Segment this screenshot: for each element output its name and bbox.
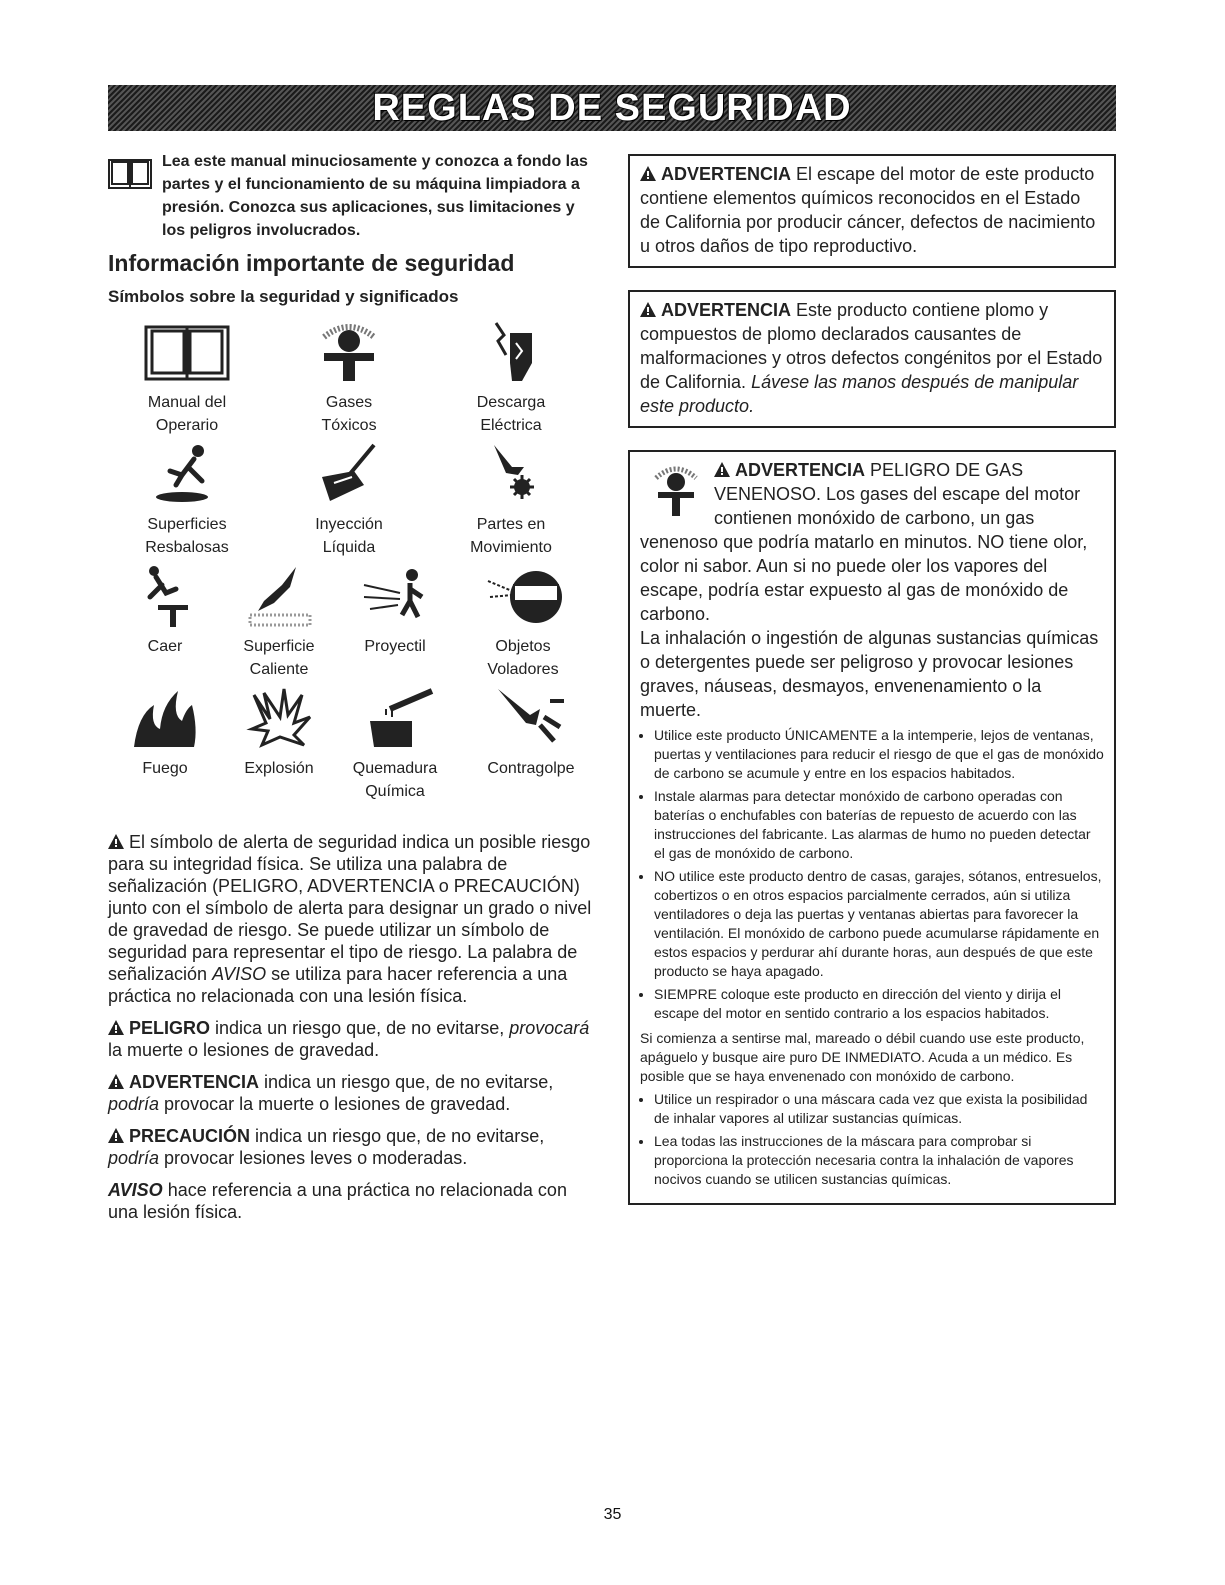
symbol-slippery: Superficies Resbalosas [122,441,252,559]
alert-icon [108,1128,124,1143]
alert-icon [108,1020,124,1035]
symbol-projectile: Proyectil [330,563,460,658]
symbol-electric-shock: Descarga Eléctrica [446,319,576,437]
right-column [628,154,1116,1227]
page-title: REGLAS DE SEGURIDAD [372,86,852,129]
respirator-bullets [640,1090,1104,1189]
aviso-definition: AVISO hace referencia a una práctica no relacionada con una lesión física. [108,1180,567,1222]
kickback-icon [486,685,576,749]
symbol-manual: Manual del Operario [122,319,252,437]
symbol-flying-objects: Objetos Voladores [458,563,588,681]
left-column [108,150,593,1233]
slippery-surface-icon [142,441,232,505]
alert-icon [640,302,656,317]
hot-surface-icon [234,563,324,627]
chemical-burn-icon [350,685,440,749]
intro [108,150,593,242]
warning-box-poison-gas: ADVERTENCIA PELIGRO DE GAS VENENOSO. Los gases del escape del motor contienen monóxido de carbono, un gas venenoso que podría matarlo en minutos. NO tiene olor, color ni sabor. Aun si no puede oler los vapores del escape, podría estar expuesto al gas de monóxido de carbono. La inhalación o ingestión de algunas sustancias químicas o detergentes puede ser peligroso y provocar lesiones graves, náuseas, desmayos, envenenamiento o la muerte. • Utilice este producto ÚNICAMENTE a la intemperie, lejos de ventanas, puertas y ventilaciones para reducir el riesgo de que el gas de monóxido de carbono se acumule y entre en los espacios habitados. • Instale alarmas para detectar monóxido de carbono operadas con baterías o enchufables con baterías de repuesto de acuerdo con las instrucciones del fabricante. Las alarmas de humo no pueden detectar el gas de monóxido de carbono. • NO utilice este producto dentro de casas, garajes, sótanos, entresuelos, cobertizos o en otros espacios parcialmente cerrados, aún si utiliza ventiladores o deja las puertas y ventanas abiertas para favorecer la ventilación. El monóxido de carbono puede acumularse rápidamente en estos espacios y perdurar ahí durante horas, aun después de que este producto se haya apagado. • SIEMPRE coloque este producto en dirección del viento y dirija el escape del motor en sentido contrario a los espacios habitados. Si comienza a sentirse mal, mareado o débil cuando use este producto, apáguelo y busque aire puro DE INMEDIATO. Acuda a un médico. Es posible que se haya envenenado con monóxido de carbono. • Utilice un respirador o una máscara cada vez que exista la posibilidad de inhalar vapores al utilizar sustancias químicas. • Lea todas las instrucciones de la máscara para comprobar si proporciona la protección necesaria contra la inhalación de vapores nocivos cuando se utilicen sustancias químicas. [628,450,1116,1205]
symbol-fluid-injection: Inyección Líquida [284,441,414,559]
electric-shock-icon [466,319,556,383]
page-banner [108,85,1116,131]
symbol-chemical-burn: Quemadura Química [330,685,460,803]
symbol-fall: Caer [100,563,230,658]
fall-icon [120,563,210,627]
alert-icon [714,462,730,477]
symbol-hot-surface: Superficie Caliente [214,563,344,681]
symbol-fire: Fuego [100,685,230,780]
feel-sick-text: Si comienza a sentirse mal, mareado o débil cuando use este producto, apáguelo y busque aire puro DE INMEDIATO. Acuda a un médico. Es posible que se haya envenenado con monóxido de carbono. [640,1030,1085,1084]
symbol-toxic-gas: Gases Tóxicos [284,319,414,437]
symbol-row-3 [108,563,593,681]
manual-icon [108,156,152,190]
page-number: 35 [603,1506,622,1523]
alert-symbol-paragraph: El símbolo de alerta de seguridad indica un posible riesgo para su integridad física. Se utiliza una palabra de señalización (PELIGRO, ADVERTENCIA o PRECAUCIÓN) junto con el símbolo de alerta para designar un grado o nivel de gravedad de riesgo. Se puede utilizar un símbolo de seguridad para representar el tipo de riesgo. La palabra de señalización AVISO se utiliza para hacer referencia a una práctica no relacionada con una lesión física. [108,832,592,1006]
list-item: • Utilice este producto ÚNICAMENTE a la intemperie, lejos de ventanas, puertas y ventilaciones para reducir el riesgo de que el gas de monóxido de carbono se acumule y entre en los espacios habitados. [654,726,1104,783]
symbol-row-1 [108,319,593,437]
fire-icon [120,685,210,749]
moving-parts-icon [466,441,556,505]
alert-icon [640,166,656,181]
list-item: • Instale alarmas para detectar monóxido de carbono operadas con baterías o enchufables con baterías de repuesto de acuerdo con las instrucciones del fabricante. Las alarmas de humo no pueden detectar el gas de monóxido de carbono. [654,787,1104,863]
alert-icon [108,1074,124,1089]
fluid-injection-icon [304,441,394,505]
list-item: • Lea todas las instrucciones de la máscara para comprobar si proporciona la protección necesaria contra la inhalación de vapores nocivos cuando se utilicen sustancias químicas. [654,1132,1104,1189]
alert-icon [108,834,124,849]
toxic-gas-icon [304,319,394,383]
list-item: • NO utilice este producto dentro de casas, garajes, sótanos, entresuelos, cobertizos o en otros espacios parcialmente cerrados, aún si utiliza ventiladores o deja las puertas y ventanas abiertas para favorecer la ventilación. El monóxido de carbono puede acumularse rápidamente en estos espacios y perdurar ahí durante horas, aun después de que este producto se haya apagado. [654,867,1104,981]
list-item: • Utilice un respirador o una máscara cada vez que exista la posibilidad de inhalar vapores al utilizar sustancias químicas. [654,1090,1104,1128]
flying-objects-icon [478,563,568,627]
precaucion-definition: PRECAUCIÓN indica un riesgo que, de no evitarse, podría provocar lesiones leves o moderadas. [108,1126,545,1168]
intro-text: Lea este manual minuciosamente y conozca a fondo las partes y el funcionamiento de su máquina limpiadora a presión. Conozca sus aplicaciones, sus limitaciones y los peligros involucrados. [162,153,588,239]
peligro-definition: PELIGRO indica un riesgo que, de no evitarse, provocará la muerte o lesiones de gravedad. [108,1018,590,1060]
toxic-gas-icon [646,462,706,518]
advertencia-definition: ADVERTENCIA indica un riesgo que, de no evitarse, podría provocar la muerte o lesiones de gravedad. [108,1072,554,1114]
section-title: Información importante de seguridad [108,250,515,276]
explosion-icon [234,685,324,749]
chemical-inhalation-text: La inhalación o ingestión de algunas sustancias químicas o detergentes puede ser peligroso y provocar lesiones graves, náuseas, desmayos, envenenamiento o la muerte. [640,628,1099,720]
list-item: • SIEMPRE coloque este producto en dirección del viento y dirija el escape del motor en sentido contrario a los espacios habitados. [654,985,1104,1023]
warning-box-lead: ADVERTENCIA Este producto contiene plomo y compuestos de plomo declarados causantes de malformaciones y otros defectos congénitos por el Estado de California. Lávese las manos después de manipular este producto. [628,290,1116,428]
symbol-kickback: Contragolpe [466,685,596,780]
manual-icon [142,319,232,383]
symbol-row-2 [108,441,593,559]
symbol-explosion: Explosión [214,685,344,780]
subsection-title: Símbolos sobre la seguridad y significados [108,287,459,306]
projectile-icon [350,563,440,627]
poison-gas-bullets [640,726,1104,1023]
symbol-row-4 [108,685,593,827]
warning-box-california: ADVERTENCIA El escape del motor de este producto contiene elementos químicos reconocidos en el Estado de California por producir cáncer, defectos de nacimiento u otros daños de tipo reproductivo. [628,154,1116,268]
symbol-moving-parts: Partes en Movimiento [446,441,576,559]
